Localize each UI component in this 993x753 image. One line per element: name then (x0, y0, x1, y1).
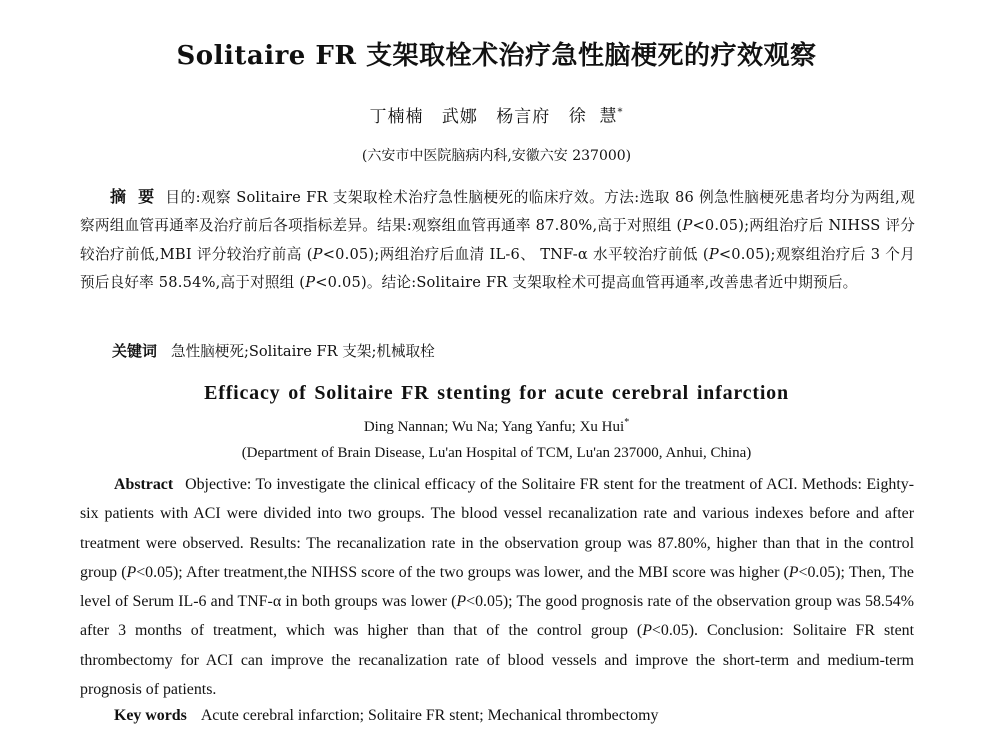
english-authors-text: Ding Nannan; Wu Na; Yang Yanfu; Xu Hui (363, 419, 625, 435)
english-abstract-label: Abstract (114, 476, 174, 493)
english-title: Efficacy of Solitaire FR stenting for acute cerebral infarction (204, 382, 789, 404)
english-keywords-text: Acute cerebral infarction; Solitaire FR stent; Mechanical thrombectomy (200, 707, 659, 724)
english-keywords-label: Key words (114, 707, 187, 724)
chinese-abstract-text-4: <0.05);观察组治疗后 3 个月预后良好率 58.54%,高于对照组 ( (80, 245, 916, 291)
author-4 (569, 101, 624, 129)
p-value-symbol: P (305, 273, 316, 291)
english-abstract-text-2: <0.05); After treatment,the NIHSS score of the two groups was lower, and the MBI score was higher ( (136, 563, 789, 581)
corresponding-mark: * (617, 107, 624, 118)
english-keywords (114, 704, 914, 728)
chinese-title: Solitaire FR 支架取栓术治疗急性脑梗死的疗效观察 (176, 41, 817, 71)
p-value-symbol: P (788, 563, 799, 581)
chinese-abstract-text-2: <0.05);两组治疗后 NIHSS 评分较治疗前低,MBI 评分较治疗前高 ( (80, 217, 915, 263)
author-4-name: 徐 慧 (568, 106, 618, 127)
author-1: 丁楠楠 (369, 106, 424, 127)
p-value-symbol: P (642, 622, 652, 640)
p-value-symbol: P (126, 563, 137, 581)
chinese-abstract (80, 183, 915, 297)
english-abstract-text-3: <0.05); Then, The level of Serum IL-6 and TNF-α in both groups was lower ( (80, 563, 914, 611)
corresponding-mark: * (624, 417, 630, 428)
chinese-abstract-label: 摘 要 (110, 187, 158, 206)
chinese-abstract-text-3: <0.05);两组治疗后血清 IL-6、 TNF-α 水平较治疗前低 ( (322, 245, 709, 263)
chinese-authors (0, 101, 993, 129)
english-abstract (80, 470, 914, 704)
english-affiliation: (Department of Brain Disease, Lu'an Hospital of TCM, Lu'an 237000, Anhui, China) (241, 445, 752, 461)
author-3: 杨言府 (496, 106, 551, 127)
chinese-abstract-text-1: 目的:观察 Solitaire FR 支架取栓术治疗急性脑梗死的临床疗效。方法:选取 86 例急性脑梗死患者均分为两组,观察两组血管再通率及治疗前后各项指标差异。结果:观察组血管再通率 87.80%,高于对照组 ( (80, 189, 915, 235)
chinese-keywords (112, 339, 912, 364)
chinese-affiliation: (六安市中医院脑病内科,安徽六安 237000) (361, 148, 632, 164)
author-2: 武娜 (441, 106, 478, 127)
english-abstract-text-5: <0.05). Conclusion: Solitaire FR stent thrombectomy for ACI can improve the recanalization rate of blood vessels and improve the short-term and medium-term prognosis of patients. (80, 622, 914, 699)
p-value-symbol: P (682, 217, 693, 235)
chinese-keywords-label: 关键词 (112, 342, 158, 360)
english-abstract-text-4: <0.05); The good prognosis rate of the observation group was 58.54% after 3 months of treatment, which was higher than that of the control group ( (80, 593, 914, 640)
english-authors (0, 412, 993, 438)
chinese-abstract-text-5: <0.05)。结论:Solitaire FR 支架取栓术可提高血管再通率,改善患者近中期预后。 (315, 273, 858, 291)
p-value-symbol: P (312, 245, 323, 263)
chinese-keywords-text: 急性脑梗死;Solitaire FR 支架;机械取栓 (171, 343, 435, 360)
p-value-symbol: P (708, 245, 719, 263)
english-abstract-text-1: Objective: To investigate the clinical efficacy of the Solitaire FR stent for the treatment of ACI. Methods: Eighty-six patients with ACI were divided into two groups. The blood vessel recanalization rate and various indexes before and after treatment were observed. Results: The recanalization rate in the observation group was 87.80%, higher than that in the control group ( (80, 476, 914, 581)
p-value-symbol: P (456, 593, 467, 611)
